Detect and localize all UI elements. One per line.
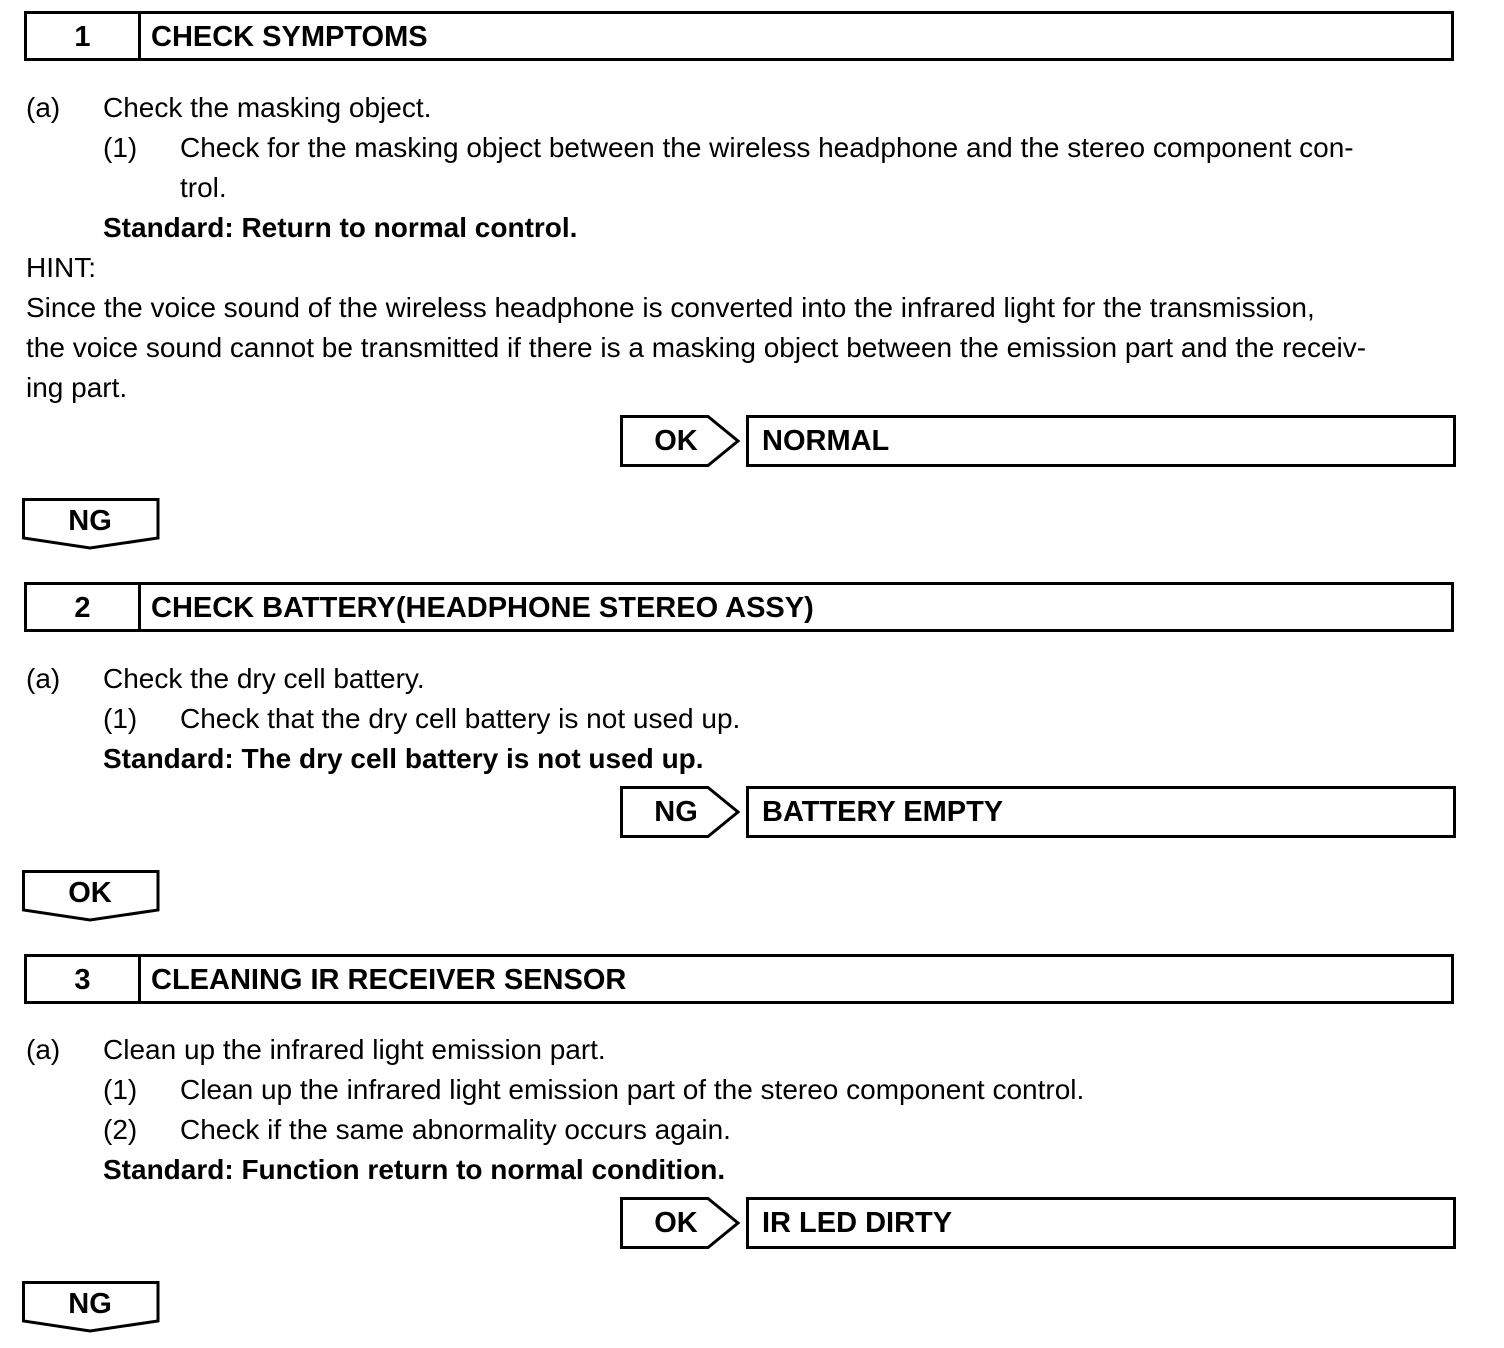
step-1-standard: Standard: Return to normal control. bbox=[103, 212, 578, 243]
step-3-next-label: NG bbox=[68, 1288, 112, 1320]
step-3-standard: Standard: Function return to normal condition. bbox=[103, 1154, 726, 1185]
step-1-next-label: NG bbox=[68, 505, 112, 537]
step-2-sub1-text: Check that the dry cell battery is not used up. bbox=[180, 703, 741, 734]
step-1-hint-line3: ing part. bbox=[26, 372, 128, 403]
step-2-title: CHECK BATTERY(HEADPHONE STEREO ASSY) bbox=[151, 592, 814, 624]
step-1-hint-line1: Since the voice sound of the wireless headphone is converted into the infrared light for the transmission, bbox=[26, 292, 1315, 323]
step-1-header bbox=[24, 11, 1454, 61]
step-3-header bbox=[24, 954, 1454, 1004]
step-2-next-arrow bbox=[22, 870, 160, 922]
step-1-sub1-marker: (1) bbox=[103, 132, 138, 163]
step-3-number: 3 bbox=[27, 957, 141, 1001]
step-1-result-label: OK bbox=[654, 425, 698, 457]
step-2-sub1-marker: (1) bbox=[103, 703, 138, 734]
result-arrow-box-shape bbox=[620, 415, 1456, 467]
step-2-result-text: BATTERY EMPTY bbox=[762, 796, 1004, 828]
step-2-number: 2 bbox=[27, 585, 141, 629]
step-3-result-branch bbox=[620, 1197, 1456, 1249]
step-2-item-a-marker: (a) bbox=[26, 663, 61, 694]
step-1-number: 1 bbox=[27, 14, 141, 58]
step-3-sub1-text: Clean up the infrared light emission part of the stereo component control. bbox=[180, 1074, 1085, 1105]
step-3-sub2-text: Check if the same abnormality occurs again. bbox=[180, 1114, 731, 1145]
step-2-result-label: NG bbox=[654, 796, 698, 828]
step-3-item-a-text: Clean up the infrared light emission part. bbox=[103, 1034, 606, 1065]
result-arrow-box-shape bbox=[620, 1197, 1456, 1249]
step-1-result-text: NORMAL bbox=[762, 425, 890, 457]
step-1-title: CHECK SYMPTOMS bbox=[151, 21, 428, 53]
step-3-sub2-marker: (2) bbox=[103, 1114, 138, 1145]
step-1-item-a-marker: (a) bbox=[26, 92, 61, 123]
step-1-sub1-line2: trol. bbox=[180, 172, 227, 203]
step-2-standard: Standard: The dry cell battery is not used up. bbox=[103, 743, 704, 774]
step-1-result-branch bbox=[620, 415, 1456, 467]
step-3-result-text: IR LED DIRTY bbox=[762, 1207, 953, 1239]
step-3-sub1-marker: (1) bbox=[103, 1074, 138, 1105]
step-1-hint-line2: the voice sound cannot be transmitted if there is a masking object between the emission part and the receiv- bbox=[26, 332, 1367, 363]
step-2-result-branch bbox=[620, 786, 1456, 838]
step-3-result-label: OK bbox=[654, 1207, 698, 1239]
step-3-next-arrow bbox=[22, 1281, 160, 1333]
step-2-item-a-text: Check the dry cell battery. bbox=[103, 663, 425, 694]
step-2-header bbox=[24, 582, 1454, 632]
step-1-sub1-line1: Check for the masking object between the wireless headphone and the stereo component con- bbox=[180, 132, 1354, 163]
step-1-item-a-text: Check the masking object. bbox=[103, 92, 432, 123]
step-3-title: CLEANING IR RECEIVER SENSOR bbox=[151, 964, 627, 996]
result-arrow-box-shape bbox=[620, 786, 1456, 838]
step-2-next-label: OK bbox=[68, 877, 112, 909]
step-1-next-arrow bbox=[22, 498, 160, 550]
step-3-item-a-marker: (a) bbox=[26, 1034, 61, 1065]
step-1-hint-label: HINT: bbox=[26, 252, 96, 283]
